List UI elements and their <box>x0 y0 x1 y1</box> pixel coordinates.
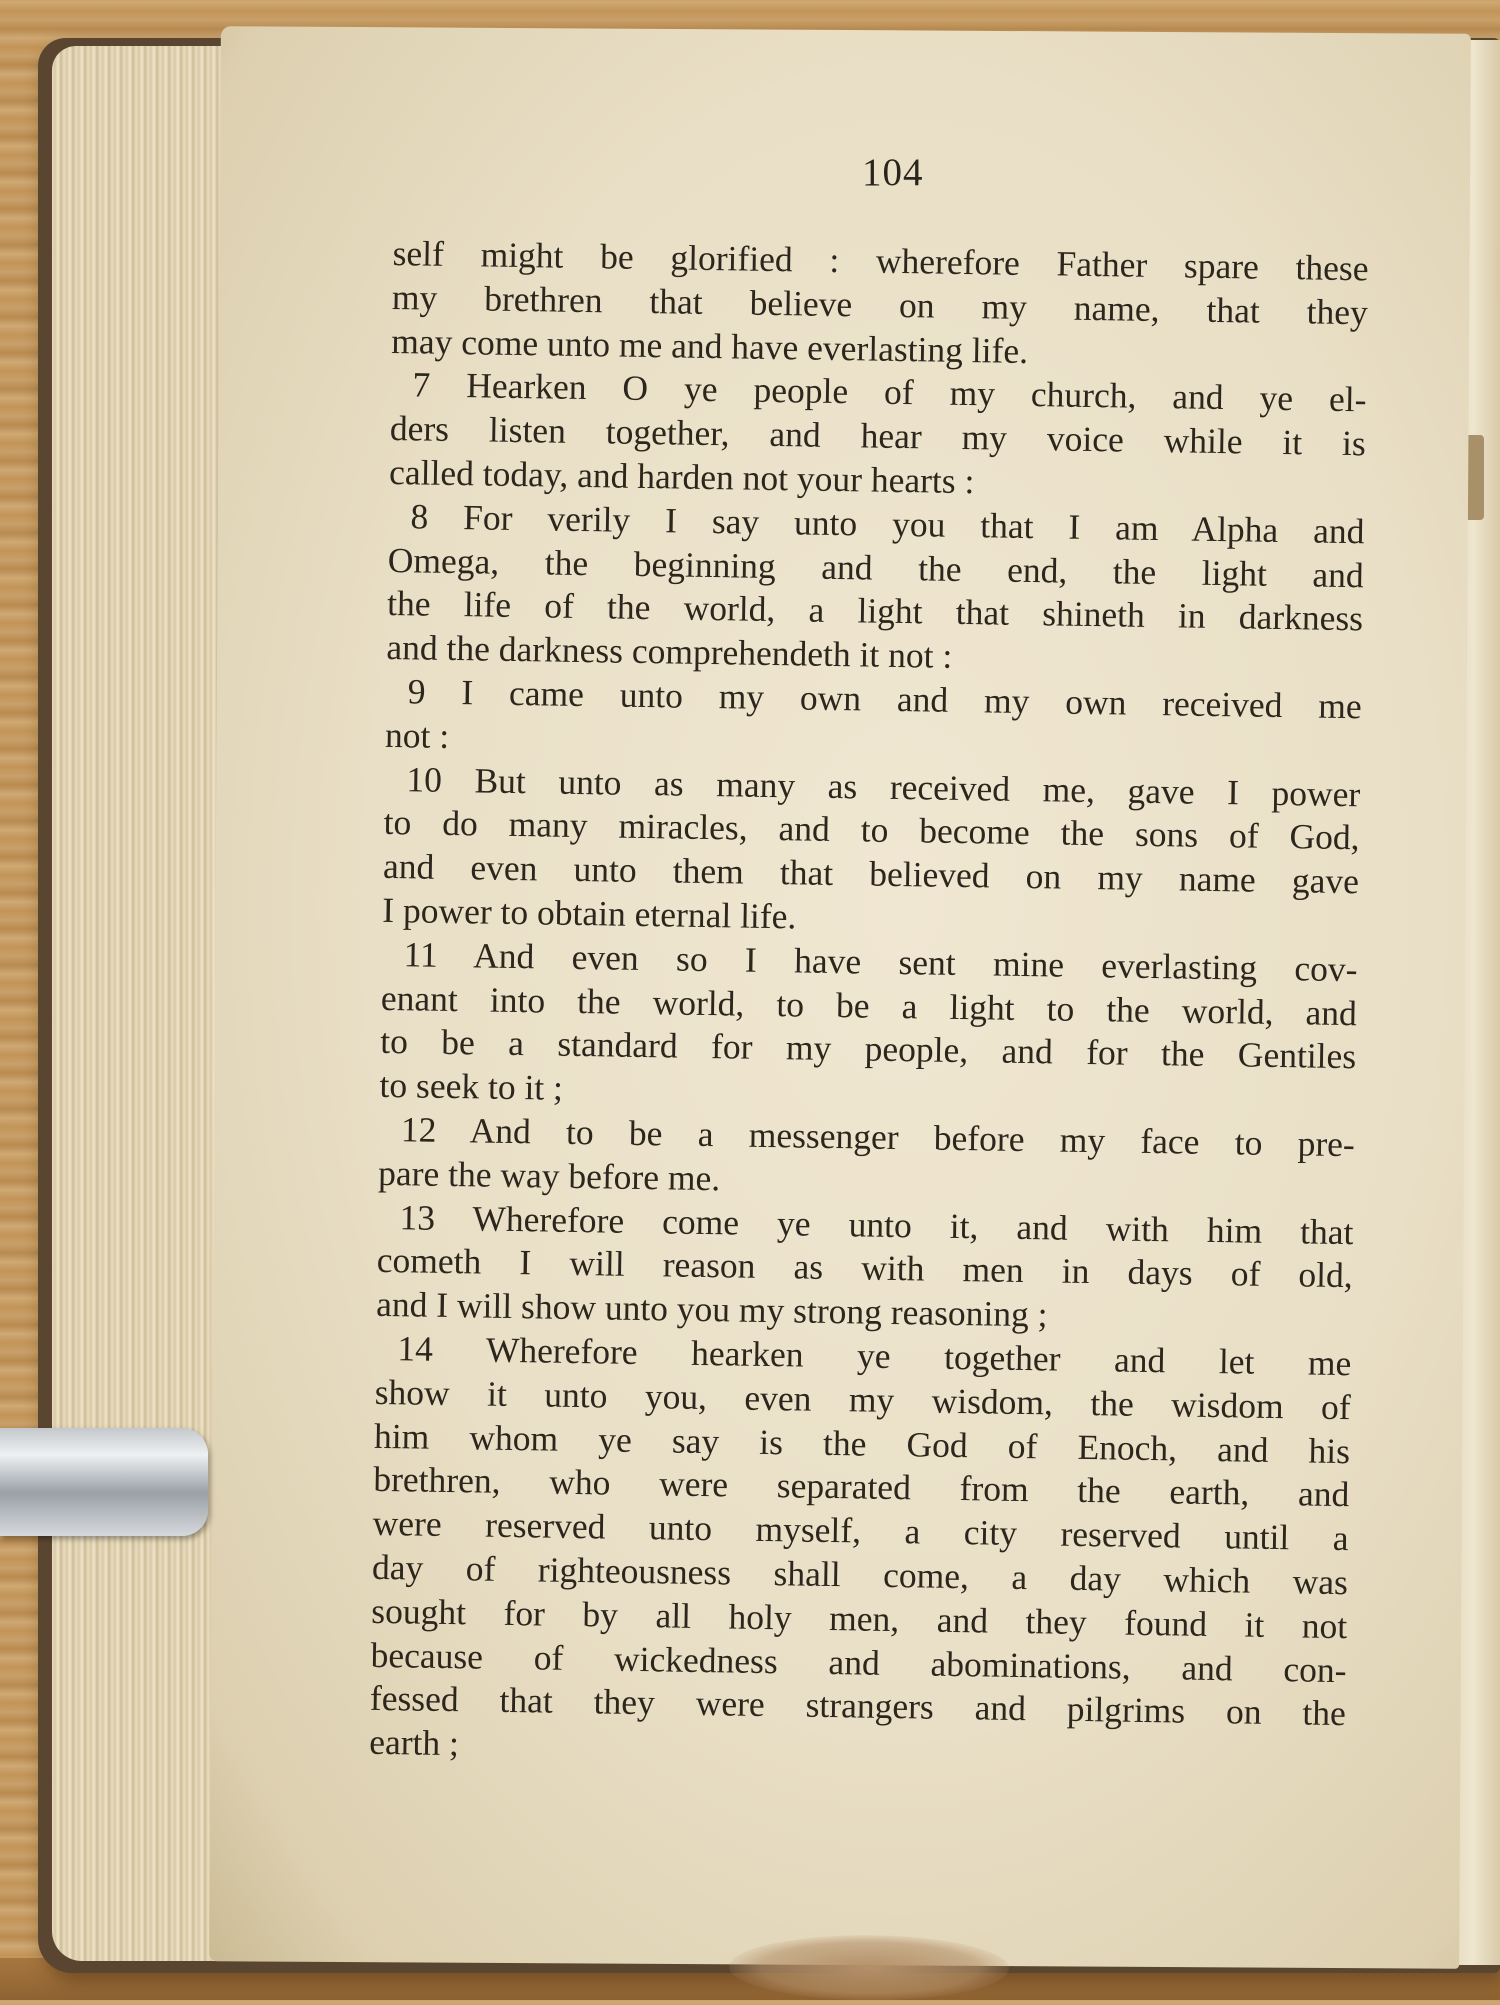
text-line: the life of the world, a light that shineth in darkness <box>386 583 1364 639</box>
text-line: 10 But unto as many as received me, gave I power <box>406 758 1361 814</box>
text-line: show it unto you, even my wisdom, the wisdom of <box>374 1371 1351 1427</box>
text-line: to do many miracles, and to become the sons of God, <box>383 802 1360 858</box>
page-stain <box>1489 209 1500 340</box>
text-line: called today, and harden not your hearts : <box>388 451 975 502</box>
text-line: ders listen together, and hear my voice while it is <box>389 408 1367 464</box>
text-line: cometh I will reason as with men in days of old, <box>376 1240 1354 1296</box>
text-line: my brethren that believe on my name, that they <box>391 276 1369 333</box>
text-line: were reserved unto myself, a city reserved until a <box>372 1502 1349 1559</box>
text-line: because of wickedness and abominations, and con- <box>370 1634 1347 1690</box>
text-line: 13 Wherefore come ye unto it, and with him that <box>399 1196 1354 1252</box>
text-line: 8 For verily I say unto you that I am Alpha and <box>410 496 1365 552</box>
text-line: earth ; <box>368 1721 460 1764</box>
text-line: fessed that they were strangers and pilgrims on the <box>369 1678 1347 1734</box>
text-line: day of righteousness shall come, a day which was <box>371 1546 1349 1603</box>
text-line: self might be glorified : wherefore Father spare these <box>392 232 1369 289</box>
text-line: may come unto me and have everlasting life. <box>390 320 1029 371</box>
text-line: pare the way before me. <box>377 1152 721 1198</box>
text-line: not : <box>384 714 450 756</box>
text-line: brethren, who were separated from the earth, and <box>373 1459 1350 1515</box>
text-line: 14 Wherefore hearken ye together and let me <box>397 1328 1352 1384</box>
text-line: and even unto them that believed on my name gave <box>382 846 1360 902</box>
text-line: to be a standard for my people, and for the Gentiles <box>379 1021 1357 1077</box>
page-number: 104 <box>862 151 924 194</box>
text-line: 11 And even so I have sent mine everlasting cov- <box>403 934 1358 989</box>
text-line: and the darkness comprehendeth it not : <box>386 627 953 677</box>
text-line: I power to obtain eternal life. <box>382 889 797 937</box>
text-line: 9 I came unto my own and my own received me <box>407 671 1362 727</box>
text-line: Omega, the beginning and the end, the light and <box>387 539 1365 595</box>
text-line: 7 Hearken O ye people of my church, and ye el- <box>412 364 1367 420</box>
text-line: enant into the world, to be a light to the world, and <box>380 977 1358 1033</box>
text-line: sought for by all holy men, and they found it not <box>371 1590 1348 1646</box>
text-line: to seek to it ; <box>379 1065 564 1108</box>
text-line: and I will show unto you my strong reasoning ; <box>375 1283 1048 1335</box>
text-line: 12 And to be a messenger before my face to pre- <box>400 1109 1356 1165</box>
page-text-body <box>369 232 1369 1780</box>
text-line: him whom ye say is the God of Enoch, and his <box>373 1415 1351 1471</box>
page-holder-blade <box>0 1428 208 1536</box>
